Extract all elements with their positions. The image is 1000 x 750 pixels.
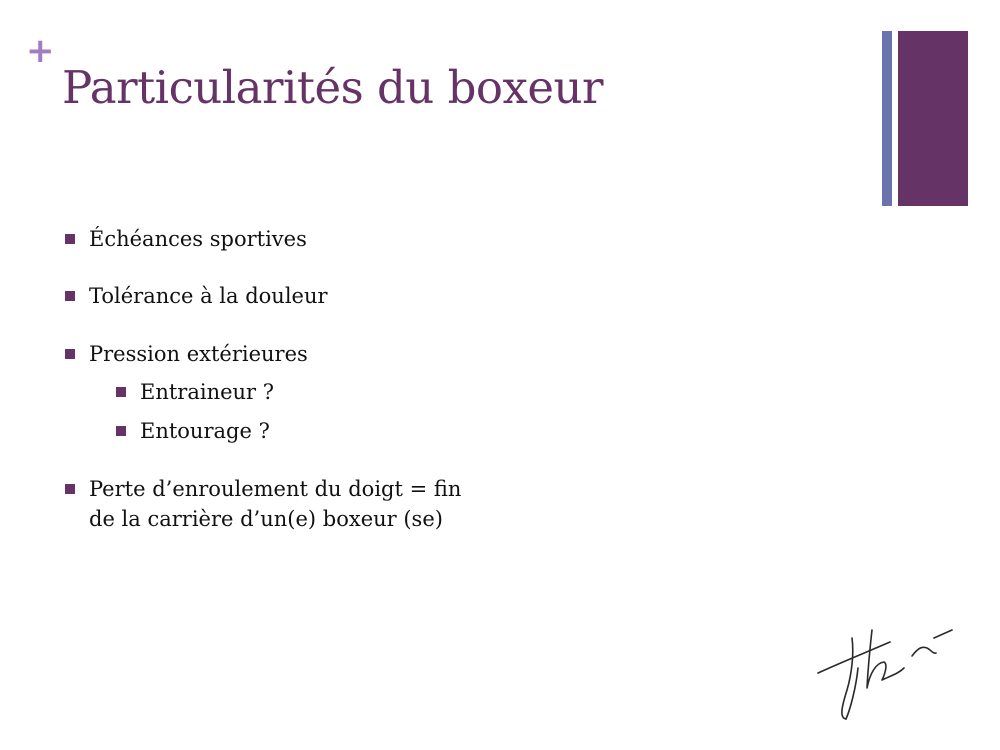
sub-list-item	[116, 377, 274, 407]
square-bullet-icon	[65, 234, 75, 244]
square-bullet-icon	[65, 484, 75, 494]
signature-stroke	[842, 638, 853, 719]
sub-list-item-text: Entraineur ?	[140, 380, 275, 404]
list-item-text: Pression extérieures	[89, 342, 308, 366]
list-item	[65, 339, 308, 369]
signature-stroke	[818, 642, 890, 673]
list-item	[65, 281, 328, 311]
square-bullet-icon	[65, 291, 75, 301]
list-item	[65, 224, 307, 254]
handwritten-signature	[812, 618, 962, 723]
list-item-text: Tolérance à la douleur	[89, 284, 328, 308]
sub-list-item	[116, 416, 270, 446]
signature-stroke	[934, 630, 952, 638]
sub-list-item-text: Entourage ?	[140, 419, 270, 443]
square-bullet-icon	[65, 349, 75, 359]
slide-title: Particularités du boxeur	[62, 61, 603, 114]
plus-icon: +	[26, 31, 55, 71]
list-item-text: Perte d’enroulement du doigt = fin de la carrière d’un(e) boxeur (se)	[89, 477, 462, 531]
decorative-bar-thick	[898, 31, 968, 206]
square-bullet-icon	[116, 426, 126, 436]
signature-stroke	[912, 647, 936, 656]
signature-stroke	[846, 668, 858, 719]
list-item	[65, 474, 461, 534]
decorative-bar-thin	[882, 31, 892, 206]
signature-stroke	[867, 630, 904, 688]
list-item-text: Échéances sportives	[89, 227, 307, 251]
square-bullet-icon	[116, 387, 126, 397]
